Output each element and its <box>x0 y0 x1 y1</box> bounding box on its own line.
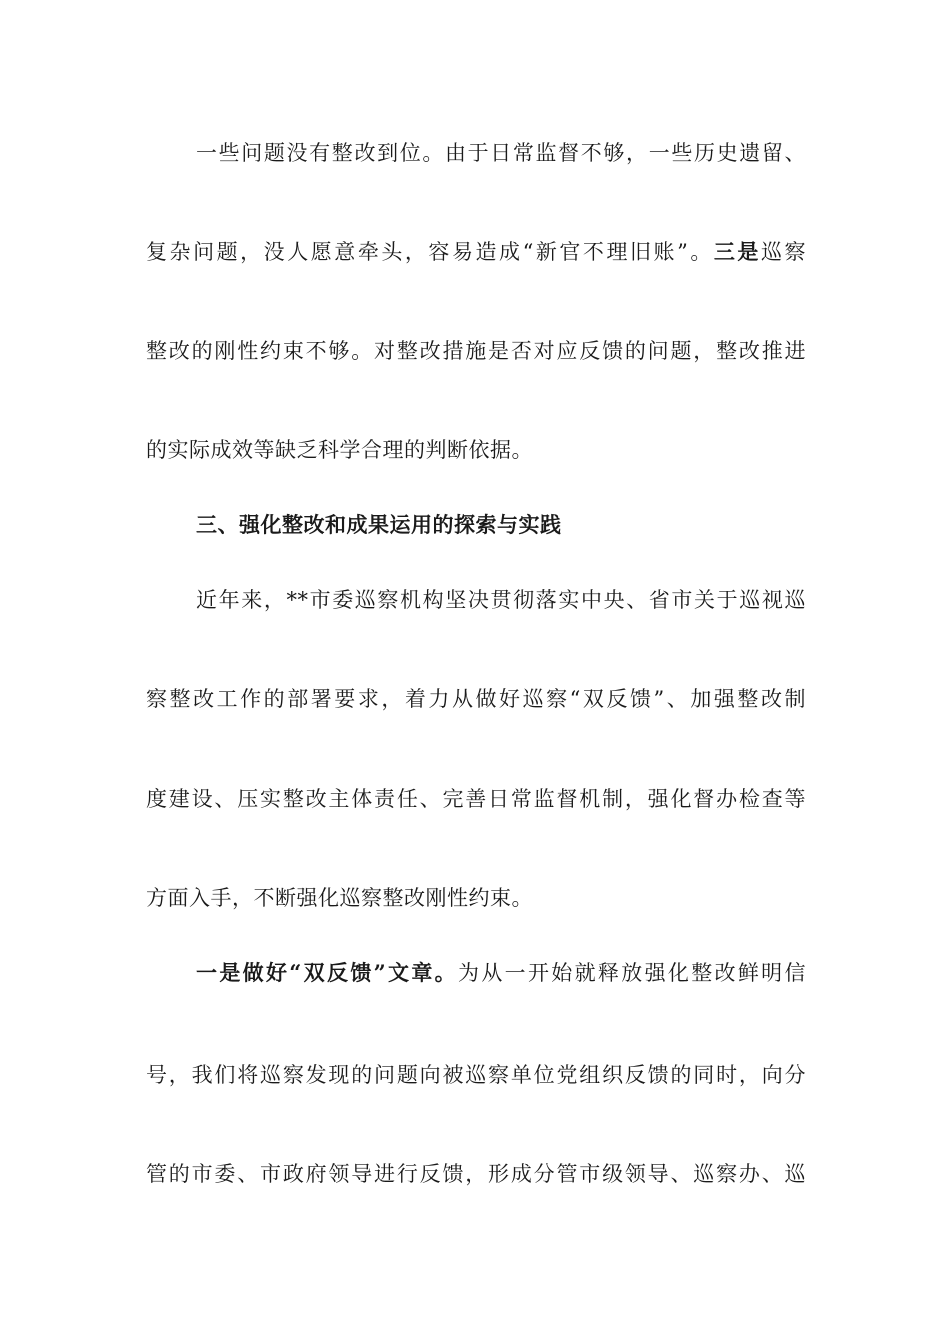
text-run: 近年来，**市委巡察机构坚决贯彻落实中央、省市关于巡视巡 <box>196 588 806 612</box>
paragraph-line <box>146 884 806 912</box>
paragraph-line <box>196 586 806 614</box>
text-run: 的实际成效等缺乏科学合理的判断依据。 <box>146 438 533 462</box>
paragraph-line <box>196 139 806 167</box>
paragraph-line <box>196 959 806 987</box>
paragraph-line <box>146 685 806 713</box>
text-run: 号，我们将巡察发现的问题向被巡察单位党组织反馈的同时，向分 <box>146 1063 806 1087</box>
bold-text-run: 一是做好“双反馈”文章。 <box>196 960 459 985</box>
paragraph-line <box>146 1160 806 1188</box>
paragraph-line <box>146 785 806 813</box>
heading-text: 三、强化整改和成果运用的探索与实践 <box>196 512 562 537</box>
text-run: 度建设、压实整改主体责任、完善日常监督机制，强化督办检查等 <box>146 787 806 811</box>
text-run: 巡察 <box>760 240 807 264</box>
text-run: 整改的刚性约束不够。对整改措施是否对应反馈的问题，整改推进 <box>146 339 806 363</box>
text-run: 一些问题没有整改到位。由于日常监督不够，一些历史遗留、 <box>196 141 806 165</box>
paragraph-line <box>146 1061 806 1089</box>
text-run: 复杂问题，没人愿意牵头，容易造成“新官不理旧账”。 <box>146 240 714 264</box>
text-run: 察整改工作的部署要求，着力从做好巡察“双反馈”、加强整改制 <box>146 687 806 711</box>
paragraph-line <box>146 238 806 266</box>
text-run: 为从一开始就释放强化整改鲜明信 <box>458 961 806 985</box>
paragraph-line <box>146 337 806 365</box>
text-run: 管的市委、市政府领导进行反馈，形成分管市级领导、巡察办、巡 <box>146 1162 806 1186</box>
bold-text-run: 三是 <box>713 239 761 264</box>
text-run: 方面入手，不断强化巡察整改刚性约束。 <box>146 886 533 910</box>
paragraph-line <box>146 436 806 464</box>
section-heading <box>196 511 806 539</box>
